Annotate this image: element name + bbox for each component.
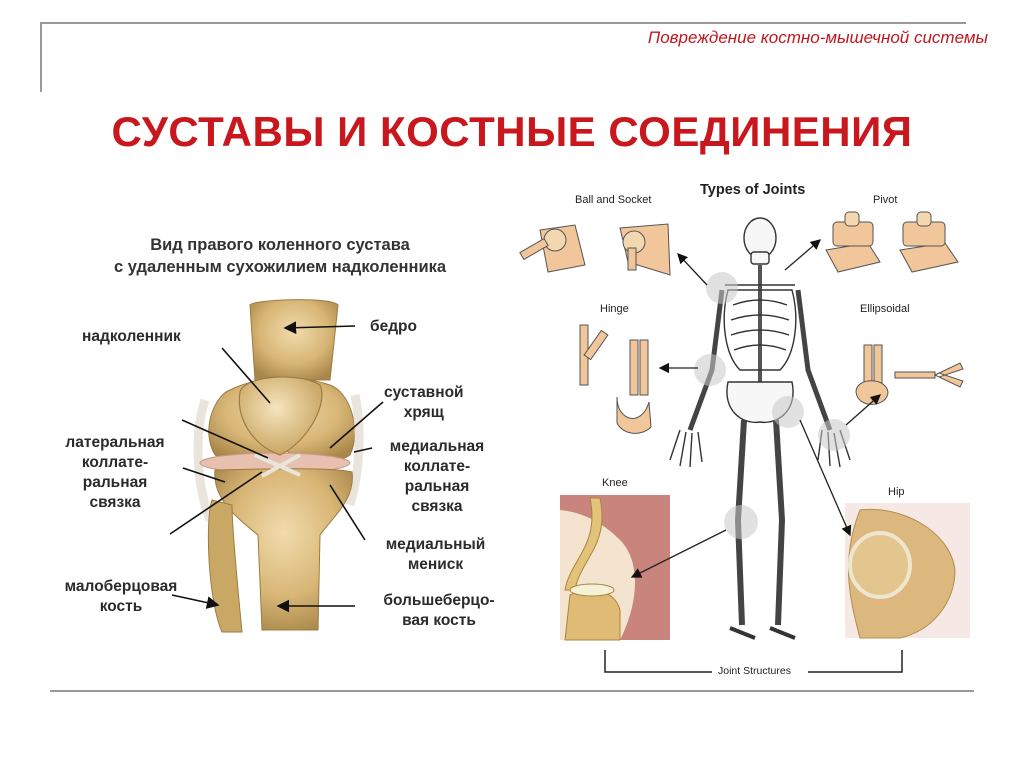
- knee-caption-line-2: с удаленным сухожилием надколенника: [113, 258, 447, 276]
- label-hinge: Hinge: [600, 303, 629, 315]
- label-femur: бедро: [370, 318, 417, 335]
- label-tibia: [364, 591, 514, 631]
- label-meniscus: [368, 535, 503, 575]
- slide-title: СУСТАВЫ И КОСТНЫЕ СОЕДИНЕНИЯ: [111, 108, 913, 155]
- slide-subtitle: Повреждение костно-мышечной системы: [647, 28, 988, 47]
- knee-structure-image: [560, 495, 670, 640]
- label-medial-line4: связка: [411, 498, 463, 515]
- wrist-highlight: [818, 419, 850, 451]
- knee-illustration: [198, 300, 359, 632]
- label-medial-ligament: [372, 437, 502, 517]
- arrow-ball-socket: [678, 254, 707, 285]
- hinge-icon: [580, 325, 651, 433]
- pivot-icon: [826, 212, 958, 272]
- label-lateral-line2: коллате-: [81, 454, 149, 471]
- label-hip: Hip: [888, 486, 905, 498]
- joint-types-title: Types of Joints: [700, 182, 806, 198]
- label-lateral-line3: ральная: [82, 474, 148, 491]
- label-tibia-line2: вая кость: [402, 612, 476, 629]
- label-lateral-line4: связка: [89, 494, 141, 511]
- label-ball-and-socket: Ball and Socket: [575, 194, 652, 206]
- label-joint-structures: Joint Structures: [718, 665, 791, 677]
- label-medial-line2: коллате-: [403, 458, 471, 475]
- hip-highlight: [772, 396, 804, 428]
- ellipsoidal-icon: [856, 345, 963, 404]
- shoulder-highlight: [706, 272, 738, 304]
- label-fibula-line1: малоберцовая: [64, 578, 178, 595]
- label-cartilage-line2: хрящ: [403, 404, 444, 421]
- label-cartilage-line1: суставной: [384, 384, 464, 401]
- label-tibia-line1: большеберцо-: [383, 592, 495, 609]
- label-meniscus-line1: медиальный: [385, 536, 486, 553]
- knee-highlight: [724, 505, 758, 539]
- label-medial-line3: ральная: [404, 478, 470, 495]
- label-cartilage: [384, 383, 464, 423]
- hip-structure-image: [845, 503, 970, 638]
- label-medial-line1: медиальная: [389, 438, 485, 455]
- label-patella: надколенник: [82, 328, 181, 345]
- label-fibula: [46, 577, 196, 617]
- label-knee: Knee: [602, 477, 628, 489]
- label-ellipsoidal: Ellipsoidal: [860, 303, 910, 315]
- elbow-highlight: [694, 354, 726, 386]
- label-lateral-line1: латеральная: [65, 434, 165, 451]
- label-fibula-line2: кость: [99, 598, 143, 615]
- label-meniscus-line2: мениск: [407, 556, 464, 573]
- knee-caption-line-1: Вид правого коленного сустава: [150, 236, 410, 254]
- arrow-pivot: [785, 240, 820, 270]
- label-pivot: Pivot: [873, 194, 898, 206]
- label-lateral-ligament: [45, 433, 185, 513]
- ball-and-socket-icon: [520, 224, 670, 275]
